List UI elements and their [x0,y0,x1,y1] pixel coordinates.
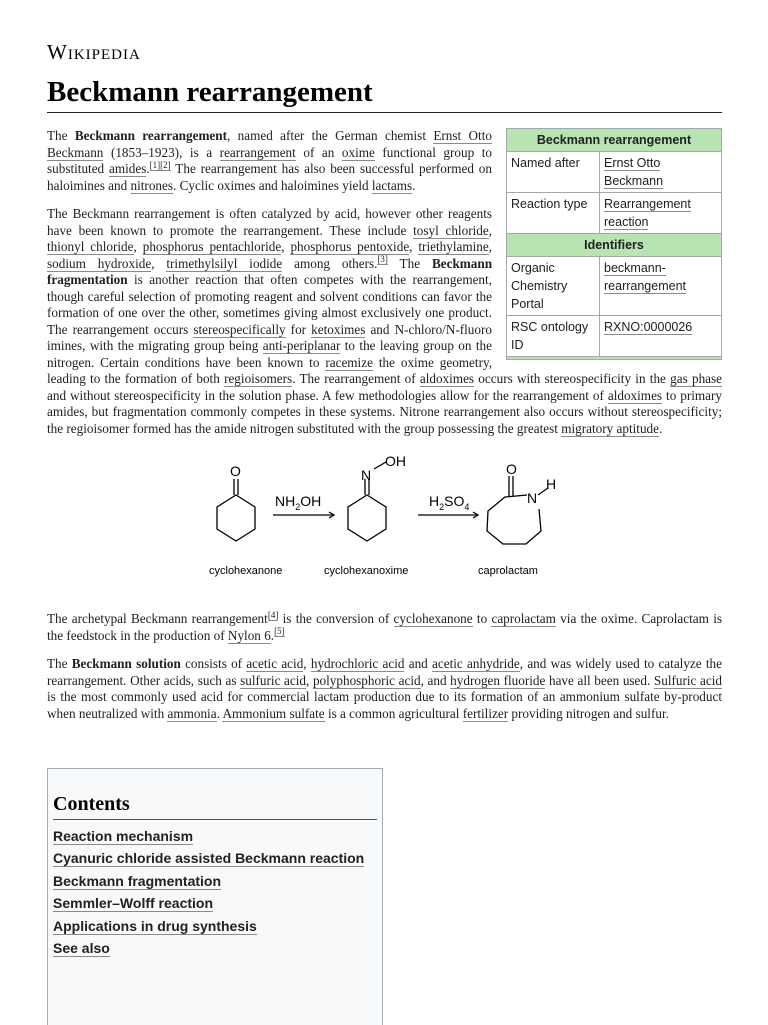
text: to the leaving group on the nitrogen. Certain conditions have been known to [47,338,493,370]
paragraph-archetypal [47,611,722,644]
label-cyclohexanoxime: cyclohexanoxime [324,565,409,577]
text: and [404,656,433,671]
reaction-scheme-svg [47,451,722,601]
infobox [506,128,722,360]
toc-item-label[interactable]: Cyanuric chloride assisted Beckmann reaction [53,850,365,867]
link[interactable]: ketoximes [311,321,366,337]
link[interactable]: acetic anhydride [432,656,520,671]
link[interactable]: oxime [341,144,375,160]
infobox-value[interactable] [600,193,722,234]
link[interactable]: acetic acid [246,656,304,671]
link[interactable]: amides [109,161,147,176]
infobox-label: Reaction type [507,193,600,234]
infobox-value[interactable] [600,152,722,193]
bold-term: Beckmann fragmentation [47,255,493,287]
text: is a common agricultural [324,705,463,721]
link[interactable]: Sulfuric acid [653,672,722,688]
reagent-sulfuric-acid: $H_2SO_4$ [429,493,470,512]
text: among others. [282,255,378,271]
text: . [270,627,275,643]
text: and N-chloro/N-fluoro imines, with the migrating group being [47,321,492,353]
text: via the oxime. Caprolactam is the feedstock in the production of [47,611,722,643]
link[interactable]: rearrangement [219,144,296,160]
text: The archetypal Beckmann rearrangement [47,611,268,626]
text: to [472,611,492,626]
atom-oh: OH [385,453,406,469]
link[interactable]: Nylon 6 [227,627,271,643]
link[interactable]: lactams [371,177,413,193]
link[interactable]: anti-periplanar [262,338,341,353]
link[interactable]: migratory aptitude [561,420,659,436]
text: is the most commonly used acid for commercial lactam production due to its formation of an ammonium sulfate by-product when neutralized with [47,689,722,721]
text: , [409,239,419,254]
link[interactable]: polyphosphoric acid [312,672,421,688]
text: for [285,321,312,337]
table-of-contents [47,768,383,1025]
toc-divider [53,819,377,820]
toc-item-label[interactable]: See also [53,940,110,957]
atom-o: O [230,463,241,479]
link[interactable]: cyclohexanone [393,611,473,626]
toc-item-semmler-wolff[interactable] [53,892,364,914]
atom-n-lactam: N [527,490,538,506]
text: The rearrangement has also been successful performed on haloimines and [47,161,492,193]
article-body [47,128,722,734]
toc-item-label[interactable]: Semmler–Wolff reaction [53,895,214,912]
citation[interactable]: [5] [274,626,285,637]
link[interactable]: nitrones [130,177,174,193]
title-divider [47,112,722,113]
text: (1853–1923), is a [103,144,220,160]
page-title: Beckmann rearrangement [47,76,373,108]
infobox-link-reaction-type[interactable]: Rearrangement reaction [604,197,691,229]
text: . [412,177,416,193]
link[interactable]: sodium hydroxide [47,255,152,271]
link[interactable]: Ernst Otto Beckmann [47,128,492,160]
infobox-link-named-after[interactable]: Ernst Otto Beckmann [604,156,664,188]
infobox-label: Organic Chemistry Portal [507,257,600,316]
toc-item-label[interactable]: Reaction mechanism [53,828,194,844]
text: , [303,656,311,671]
bold-term: Beckmann rearrangement [74,128,228,143]
toc-item-see-also[interactable] [53,937,364,959]
paragraph-beckmann-solution [47,656,722,722]
text: and without stereospecificity in the solution phase. A few methodologies allow for the rearrangement of [47,387,608,403]
toc-title: Contents [53,793,130,815]
toc-item-beckmann-fragmentation[interactable] [53,870,364,892]
link[interactable]: gas phase [670,371,723,386]
text: The [387,255,432,271]
link[interactable]: fertilizer [462,705,509,721]
infobox-title: Beckmann rearrangement [507,129,722,152]
text: , named after the German chemist [227,128,434,143]
link[interactable]: phosphorus pentoxide [290,239,410,254]
infobox-row [507,316,722,357]
link[interactable]: racemize [325,354,373,370]
toc-item-label[interactable]: Beckmann fragmentation [53,872,222,889]
text: . Cyclic oximes and haloimines yield [173,177,372,193]
text: occurs with stereospecificity in the [474,371,671,386]
infobox-label: RSC ontology ID [507,316,600,357]
text: , and [420,672,451,688]
text: . [658,420,663,436]
text: is another reaction that often competes with the rearrangement, though careful selection of promoting reagent and solvent conditions can favor the formation of one over the other, sometimes giving almost exclusively one product. The rearrangement occurs [47,272,492,337]
text: The Beckmann rearrangement is often catalyzed by acid, however other reagents have been known to promote the rearrangement. These include [47,206,492,238]
text: . [146,161,150,176]
cyclohexanone-ring [217,495,255,541]
cyclohexanoxime-ring [348,495,386,541]
infobox-link-ocp[interactable]: beckmann-rearrangement [604,261,686,293]
infobox-label: Named after [507,152,600,193]
text: The [47,656,72,671]
label-cyclohexanone: cyclohexanone [209,565,283,577]
text: , [488,239,492,254]
text: , [306,672,313,688]
link[interactable]: caprolactam [491,611,556,626]
text: is the conversion of [278,611,394,626]
text: . [216,705,223,721]
infobox-identifiers-header: Identifiers [507,234,722,257]
text: . The rearrangement of [292,371,420,386]
toc-item-reaction-mechanism[interactable] [53,825,364,847]
toc-item-label[interactable]: Applications in drug synthesis [53,917,257,934]
text: to primary amides, but fragmentation commonly competes in these systems. Nitrone rearrangement also occurs without stereospecificity; the regioisomer formed has the amide nitrogen substituted with the group possessing the greatest [47,387,722,436]
citation[interactable]: [1] [149,159,161,170]
reaction-scheme [47,451,722,601]
link[interactable]: aldoximes [419,371,475,386]
link[interactable]: thionyl chloride [47,239,134,254]
link[interactable]: triethylamine [418,239,489,254]
citation[interactable]: [4] [267,609,279,620]
infobox-footer [507,357,722,360]
text: , and was widely used to catalyze the rearrangement. Other acids, such as [47,656,723,688]
label-caprolactam: caprolactam [478,565,538,577]
text: of an [295,144,342,160]
link[interactable]: trimethylsilyl iodide [166,255,283,271]
link[interactable]: sulfuric acid [240,672,307,688]
infobox-value[interactable] [600,257,722,316]
link[interactable]: hydrogen fluoride [450,672,546,688]
infobox-link-rsc[interactable]: RXNO:0000026 [604,320,693,334]
text: , [488,222,492,238]
toc-item-drug-synthesis[interactable] [53,915,364,937]
infobox-row [507,152,722,193]
link[interactable]: hydrochloric acid [310,656,405,671]
wikipedia-logo[interactable]: Wikipedia [47,40,141,64]
text: consists of [180,656,247,671]
toc-item-cyanuric-chloride[interactable] [53,847,364,869]
reagent-hydroxylamine: $NH_2OH$ [275,493,322,512]
text: The [47,128,75,143]
text: , [281,239,291,254]
link[interactable]: ammonia [167,705,217,721]
bold-term: Beckmann solution [71,656,181,671]
link[interactable]: aldoximes [607,387,663,403]
text: functional group to substituted [47,144,492,176]
link[interactable]: stereospecifically [193,321,286,337]
infobox-row [507,193,722,234]
atom-h: H [546,476,557,492]
text: providing nitrogen and sulfur. [508,705,669,721]
toc-list [53,825,364,959]
infobox-value[interactable] [600,316,722,357]
link[interactable]: regioisomers [224,371,293,386]
citation[interactable]: [3] [377,254,388,265]
infobox-row [507,257,722,316]
link[interactable]: Ammonium sulfate [222,705,325,721]
link[interactable]: tosyl chloride [413,222,489,238]
text: the oxime geometry, leading to the formation of both [47,354,492,386]
link[interactable]: phosphorus pentachloride [142,239,282,254]
atom-n: N [361,467,372,483]
atom-o-lactam: O [506,461,517,477]
text: have all been used. [545,672,654,688]
citation[interactable]: [2] [160,159,171,170]
text: , [133,239,143,254]
text: , [151,255,167,271]
